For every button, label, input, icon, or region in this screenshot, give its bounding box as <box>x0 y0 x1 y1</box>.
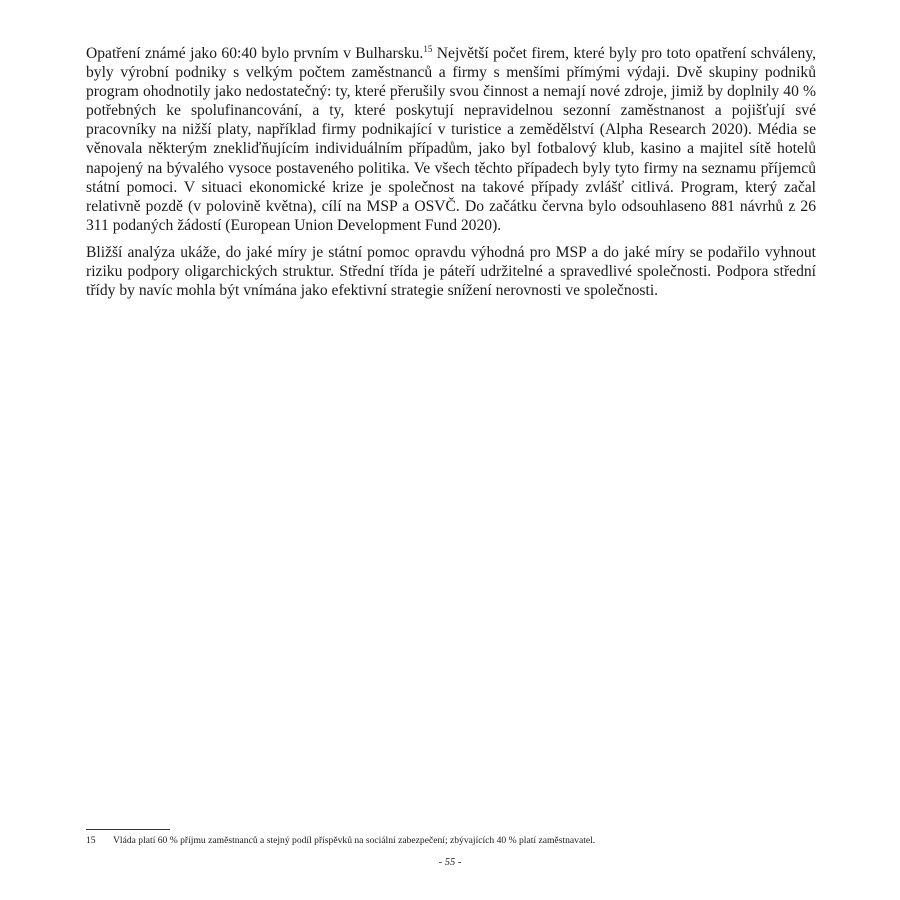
page-number: - 55 - <box>438 857 462 868</box>
page-body <box>86 44 816 308</box>
paragraph-1-rest: Největší počet firem, které byly pro toto opatření schváleny, byly výrobní podniky s velkým počtem zaměstnanců a firmy s menšími přímými výdaji. Dvě skupiny podniků program ohodnotily jako nedostatečný: ty, které přerušily svou činnost a nemají nové zdroje, jimiž by doplnily 40 % potřebných ke spolufinancování, a ty, které poskytují nepravidelnou sezonní zaměstnanost a pojišťují své pracovníky na nižší platy, například firmy podnikající v turistice a zemědělství (Alpha Research 2020). Média se věnovala některým znekliďňujícím individuálním případům, jako byl fotbalový klub, kasino a majitel sítě hotelů napojený na bývalého vysoce postaveného politika. Ve všech těchto případech byly tyto firmy na seznamu příjemců státní pomoci. V situaci ekonomické krize je společnost na takové případy zvlášť citlivá. Program, který začal relativně pozdě (v polovině května), cílí na MSP a OSVČ. Do začátku června bylo odsouhlaseno 881 návrhů z 26 311 podaných žádostí (European Union Development Fund 2020). <box>86 45 817 234</box>
footnote-reference[interactable]: 15 <box>423 43 433 54</box>
paragraph-1-start: Opatření známé jako 60:40 bylo prvním v Bulharsku. <box>86 45 424 62</box>
footnote-number: 15 <box>86 835 96 846</box>
paragraph-2: Bližší analýza ukáže, do jaké míry je státní pomoc opravdu výhodná pro MSP a do jaké míry se podařilo vyhnout riziku podpory oligarchických struktur. Střední třída je páteří udržitelné a spravedlivé společnosti. Podpora střední třídy by navíc mohla být vnímána jako efektivní strategie snížení nerovnosti ve společnosti. <box>86 243 816 300</box>
footnote-text: Vláda platí 60 % příjmu zaměstnanců a stejný podíl příspěvků na sociální zabezpečení; zbývajících 40 % platí zaměstnavatel. <box>113 835 596 846</box>
footnote <box>86 835 816 847</box>
paragraph-1 <box>86 44 816 235</box>
footnote-divider <box>86 829 170 830</box>
